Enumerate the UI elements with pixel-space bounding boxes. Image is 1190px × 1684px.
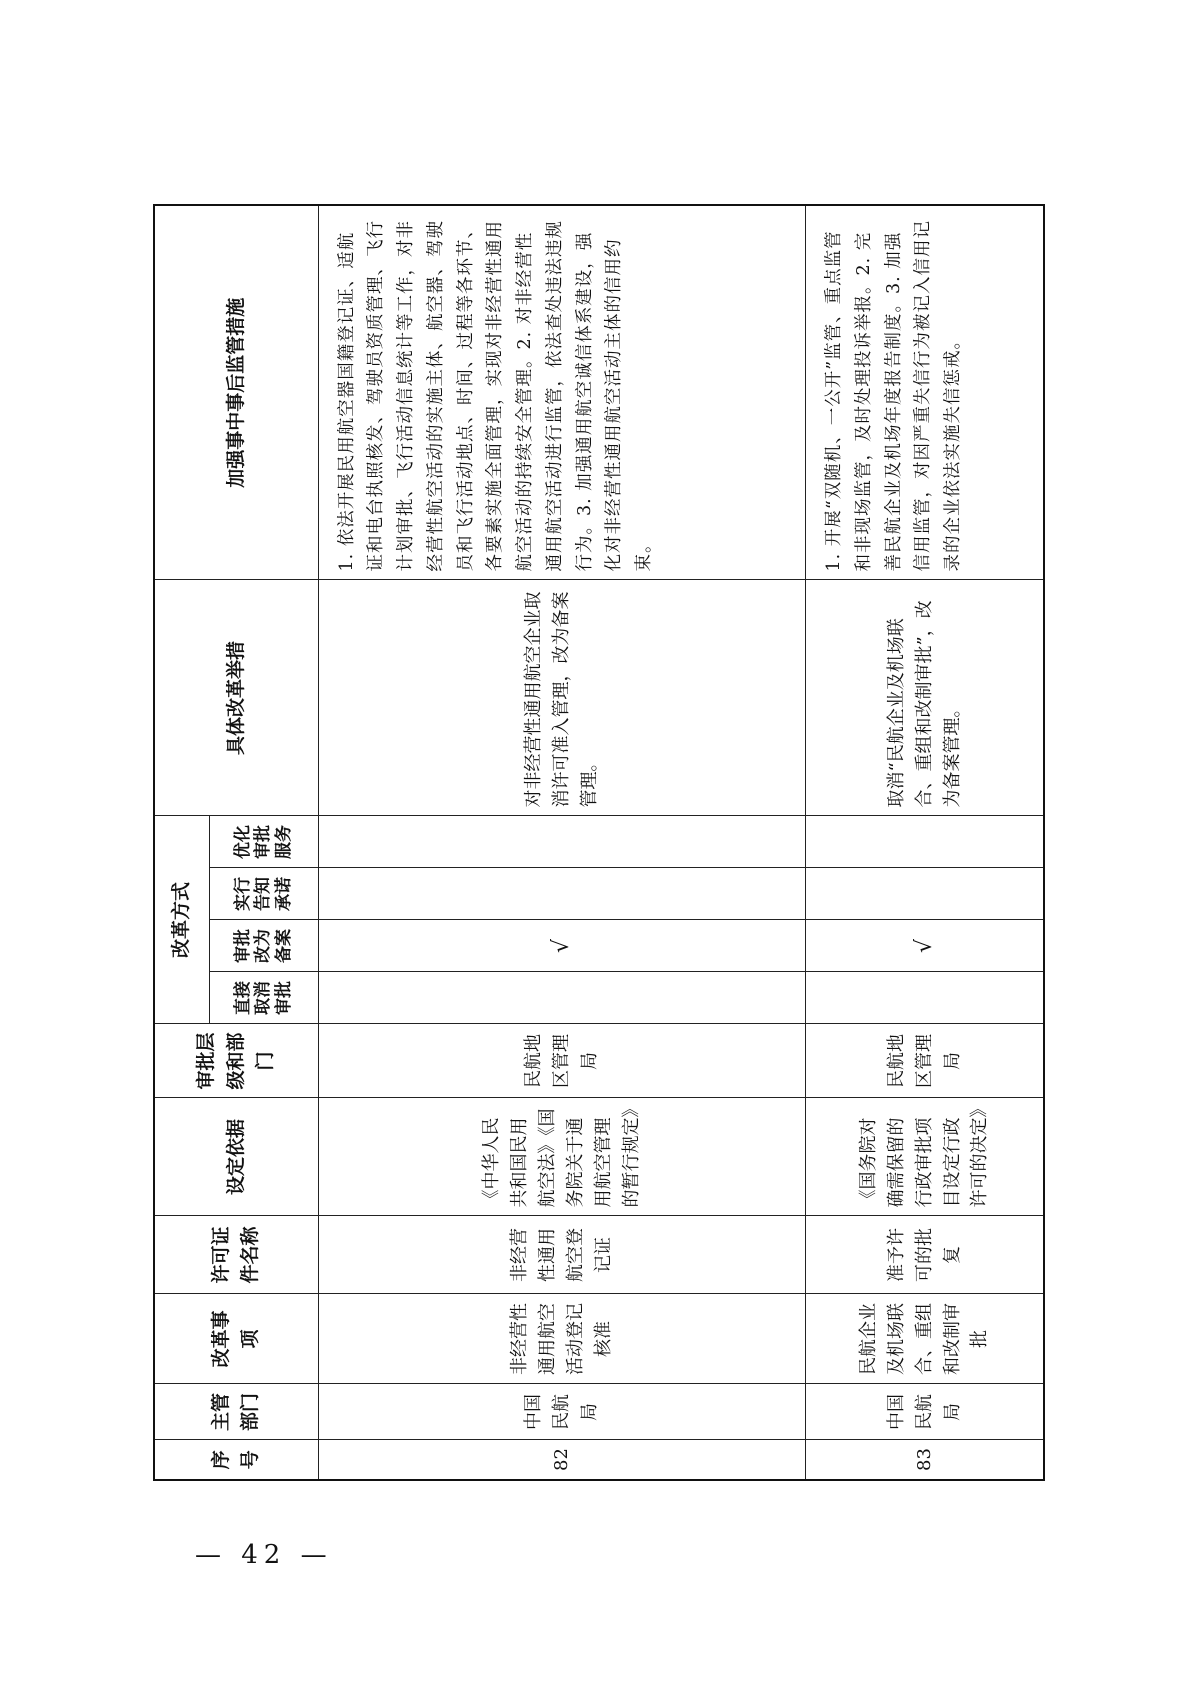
header-method-cancel: 直接取消审批 xyxy=(209,972,318,1024)
row-basis: 《中华人民共和国民用航空法》《国务院关于通用航空管理的暂行规定》 xyxy=(318,1098,806,1216)
header-method-notice: 实行告知承诺 xyxy=(209,868,318,920)
header-item: 改革事项 xyxy=(154,1294,318,1384)
header-basis: 设定依据 xyxy=(154,1098,318,1216)
header-no: 序号 xyxy=(154,1440,318,1480)
row-mark-optimize xyxy=(318,816,806,868)
row-basis: 《国务院对确需保留的行政审批项目设定行政许可的决定》 xyxy=(806,1098,1044,1216)
row-dept: 中国民航局 xyxy=(318,1384,806,1440)
row-no: 82 xyxy=(318,1440,806,1480)
row-license: 准予许可的批复 xyxy=(806,1216,1044,1294)
row-reform: 对非经营性通用航空企业取消许可准入管理，改为备案管理。 xyxy=(318,580,806,816)
table-header xyxy=(154,205,318,1480)
row-dept: 中国民航局 xyxy=(806,1384,1044,1440)
row-mark-filing: √ xyxy=(806,920,1044,972)
row-reform: 取消“民航企业及机场联合、重组和改制审批”，改为备案管理。 xyxy=(806,580,1044,816)
row-item: 非经营性通用航空活动登记核准 xyxy=(318,1294,806,1384)
header-dept: 主管部门 xyxy=(154,1384,318,1440)
header-method-filing: 审批改为备案 xyxy=(209,920,318,972)
row-mark-cancel xyxy=(318,972,806,1024)
rotated-table-container xyxy=(153,206,1045,1481)
row-mark-filing: √ xyxy=(318,920,806,972)
row-mark-cancel xyxy=(806,972,1044,1024)
header-method-optimize: 优化审批服务 xyxy=(209,816,318,868)
row-level: 民航地区管理局 xyxy=(806,1024,1044,1098)
header-method: 改革方式 xyxy=(154,816,209,1024)
row-supervision: 1. 开展“双随机、一公开”监管、重点监管和非现场监管，及时处理投诉举报。2. 完善民航企业及机场年度报告制度。3. 加强信用监管，对因严重失信行为被记入信用记录的企业依法实施失信惩戒。 xyxy=(806,205,1044,580)
row-license: 非经营性通用航空登记证 xyxy=(318,1216,806,1294)
row-item: 民航企业及机场联合、重组和改制审批 xyxy=(806,1294,1044,1384)
table-row xyxy=(806,205,1044,1480)
row-mark-notice xyxy=(806,868,1044,920)
header-supervision: 加强事中事后监管措施 xyxy=(154,205,318,580)
page-number: — 42 — xyxy=(195,1540,333,1570)
header-license: 许可证件名称 xyxy=(154,1216,318,1294)
reform-table xyxy=(153,204,1045,1481)
table-row xyxy=(318,205,806,1480)
row-mark-optimize xyxy=(806,816,1044,868)
header-reform: 具体改革举措 xyxy=(154,580,318,816)
header-level: 审批层级和部门 xyxy=(154,1024,318,1098)
row-mark-notice xyxy=(318,868,806,920)
row-supervision: 1. 依法开展民用航空器国籍登记证、适航证和电台执照核发、驾驶员资质管理、飞行计划审批、飞行活动信息统计等工作，对非经营性航空活动的实施主体、航空器、驾驶员和飞行活动地点、时间、过程等各环节、各要素实施全面管理，实现对非经营性通用航空活动的持续安全管理。2. 对非经营性通用航空活动进行监管，依法查处违法违规行为。3. 加强通用航空诚信体系建设，强化对非经营性通用航空活动主体的信用约束。 xyxy=(318,205,806,580)
row-no: 83 xyxy=(806,1440,1044,1480)
row-level: 民航地区管理局 xyxy=(318,1024,806,1098)
